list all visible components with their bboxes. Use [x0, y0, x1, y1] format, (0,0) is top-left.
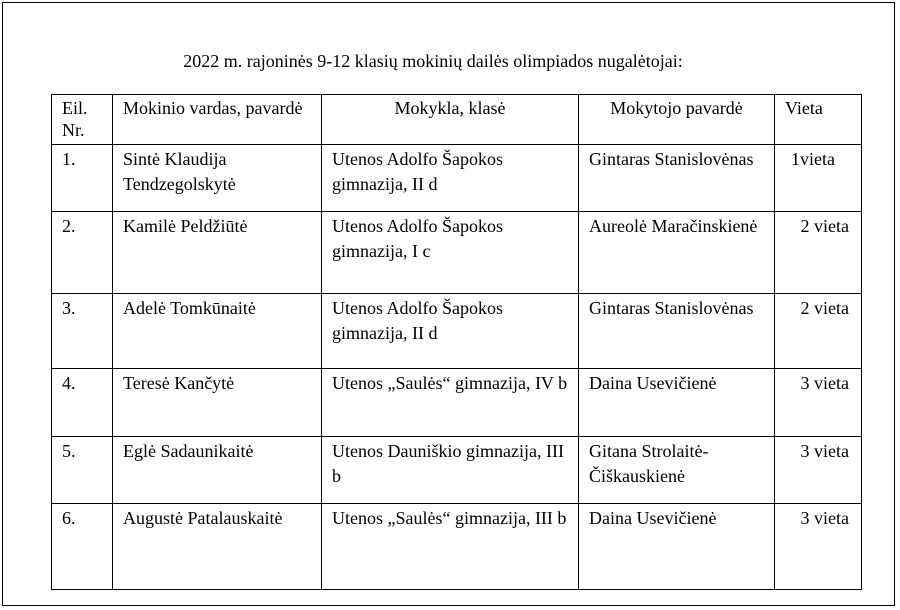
- document-title: 2022 m. rajoninės 9-12 klasių mokinių dailės olimpiados nugalėtojai:: [183, 51, 683, 71]
- cell-teacher: Daina Usevičienė: [579, 504, 775, 590]
- header-nr: Eil. Nr.: [52, 95, 113, 145]
- cell-school: Utenos Adolfo Šapokos gimnazija, II d: [322, 294, 579, 369]
- winners-table: [51, 94, 862, 590]
- cell-place: 3 vieta: [775, 504, 862, 590]
- cell-teacher: Daina Usevičienė: [579, 369, 775, 437]
- cell-student: Eglė Sadaunikaitė: [113, 437, 322, 504]
- table-header-row: [52, 95, 862, 145]
- cell-student: Augustė Patalauskaitė: [113, 504, 322, 590]
- cell-place: 1vieta: [775, 145, 862, 212]
- cell-school: Utenos Dauniškio gimnazija, III b: [322, 437, 579, 504]
- cell-nr: 2.: [52, 212, 113, 294]
- header-student: Mokinio vardas, pavardė: [113, 95, 322, 145]
- cell-teacher: Gitana Strolaitė-Čiškauskienė: [579, 437, 775, 504]
- cell-student: Adelė Tomkūnaitė: [113, 294, 322, 369]
- cell-school: Utenos Adolfo Šapokos gimnazija, II d: [322, 145, 579, 212]
- cell-teacher: Aureolė Maračinskienė: [579, 212, 775, 294]
- cell-place: 3 vieta: [775, 369, 862, 437]
- cell-place: 2 vieta: [775, 212, 862, 294]
- document-page: [2, 2, 895, 606]
- table-row: [52, 369, 862, 437]
- cell-student: Sintė Klaudija Tendzegolskytė: [113, 145, 322, 212]
- cell-school: Utenos „Saulės“ gimnazija, IV b: [322, 369, 579, 437]
- table-row: [52, 212, 862, 294]
- cell-nr: 5.: [52, 437, 113, 504]
- header-place: Vieta: [775, 95, 862, 145]
- header-teacher: Mokytojo pavardė: [579, 95, 775, 145]
- cell-place: 3 vieta: [775, 437, 862, 504]
- cell-school: Utenos Adolfo Šapokos gimnazija, I c: [322, 212, 579, 294]
- table-row: [52, 294, 862, 369]
- cell-teacher: Gintaras Stanislovėnas: [579, 294, 775, 369]
- cell-nr: 6.: [52, 504, 113, 590]
- table-row: [52, 145, 862, 212]
- cell-nr: 3.: [52, 294, 113, 369]
- table-row: [52, 504, 862, 590]
- cell-nr: 1.: [52, 145, 113, 212]
- cell-student: Teresė Kančytė: [113, 369, 322, 437]
- cell-place: 2 vieta: [775, 294, 862, 369]
- cell-teacher: Gintaras Stanislovėnas: [579, 145, 775, 212]
- cell-school: Utenos „Saulės“ gimnazija, III b: [322, 504, 579, 590]
- cell-nr: 4.: [52, 369, 113, 437]
- header-school: Mokykla, klasė: [322, 95, 579, 145]
- cell-student: Kamilė Peldžiūtė: [113, 212, 322, 294]
- table-row: [52, 437, 862, 504]
